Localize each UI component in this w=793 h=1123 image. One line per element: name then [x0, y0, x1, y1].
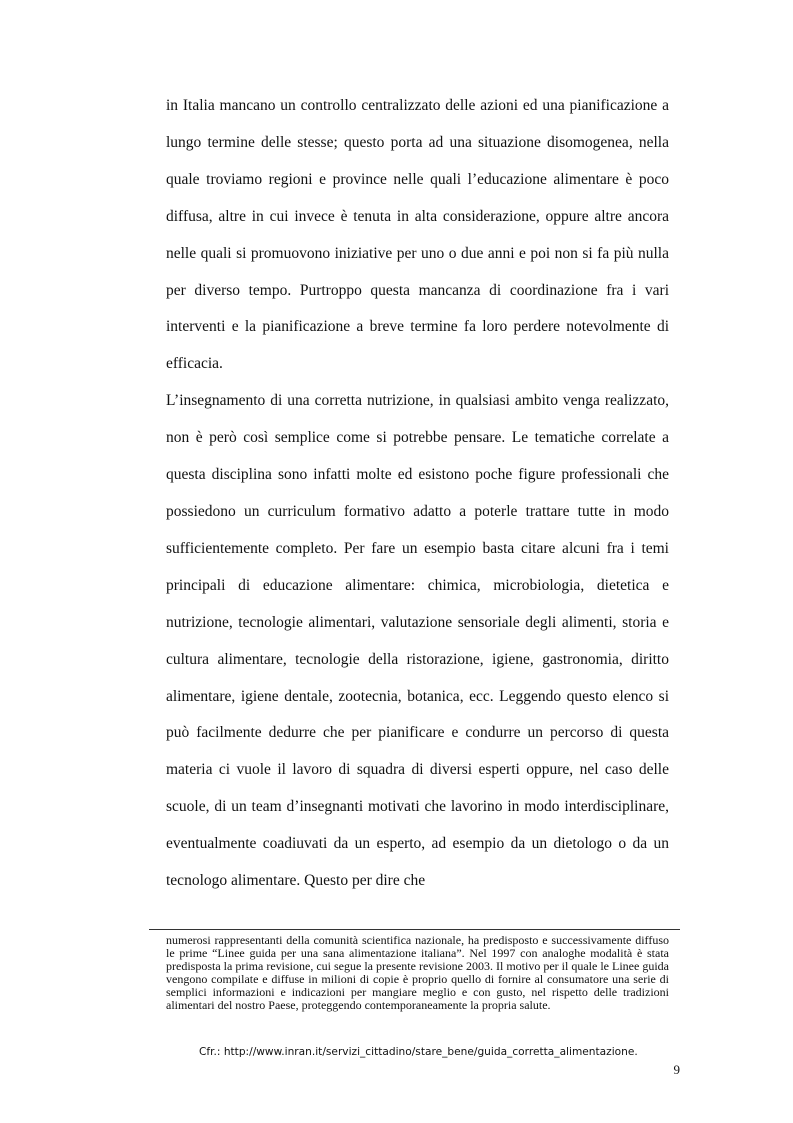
- paragraph-2: L’insegnamento di una corretta nutrizione, in qualsiasi ambito venga realizzato, non è però così semplice come si potrebbe pensare. Le tematiche correlate a questa disciplina sono infatti molte ed esistono poche figure professionali che possiedono un curriculum formativo adatto a poterle trattare tutte in modo sufficientemente completo. Per fare un esempio basta citare alcuni fra i temi principali di educazione alimentare: chimica, microbiologia, dietetica e nutrizione, tecnologie alimentari, valutazione sensoriale degli alimenti, storia e cultura alimentare, tecnologie della ristorazione, igiene, gastronomia, diritto alimentare, igiene dentale, zootecnia, botanica, ecc. Leggendo questo elenco si può facilmente dedurre che per pianificare e condurre un percorso di questa materia ci vuole il lavoro di squadra di diversi esperti oppure, nel caso delle scuole, di un team d’insegnanti motivati che lavorino in modo interdisciplinare, eventualmente coadiuvati da un esperto, ad esempio da un dietologo o da un tecnologo alimentare. Questo per dire che: [166, 392, 669, 890]
- footnote-text: numerosi rappresentanti della comunità scientifica nazionale, ha predisposto e successivamente diffuso le prime “Linee guida per una sana alimentazione italiana”. Nel 1997 con analoghe modalità è stata predisposta la prima revisione, cui segue la presente revisione 2003. Il motivo per il quale le Linee guida vengono compilate e diffuse in milioni di copie è proprio quello di fornire al consumatore una serie di semplici informazioni e indicazioni per mangiare meglio e con gusto, nel rispetto delle tradizioni alimentari del nostro Paese, proteggendo contemporaneamente la propria salute.: [166, 933, 669, 1013]
- footnote-citation: Cfr.: http://www.inran.it/servizi_cittadino/stare_bene/guida_corretta_alimentazione.: [199, 1046, 638, 1058]
- paragraph-1: in Italia mancano un controllo centralizzato delle azioni ed una pianificazione a lungo termine delle stesse; questo porta ad una situazione disomogenea, nella quale troviamo regioni e province nelle quali l’educazione alimentare è poco diffusa, altre in cui invece è tenuta in alta considerazione, oppure altre ancora nelle quali si promuovono iniziative per uno o due anni e poi non si fa più nulla per diverso tempo. Purtroppo questa mancanza di coordinazione fra i vari interventi e la pianificazione a breve termine fa loro perdere notevolmente di efficacia.: [166, 97, 669, 373]
- footnote: [166, 934, 669, 1013]
- page-number: 9: [673, 1062, 680, 1077]
- footnote-separator: [149, 929, 680, 930]
- body-text: [166, 88, 669, 900]
